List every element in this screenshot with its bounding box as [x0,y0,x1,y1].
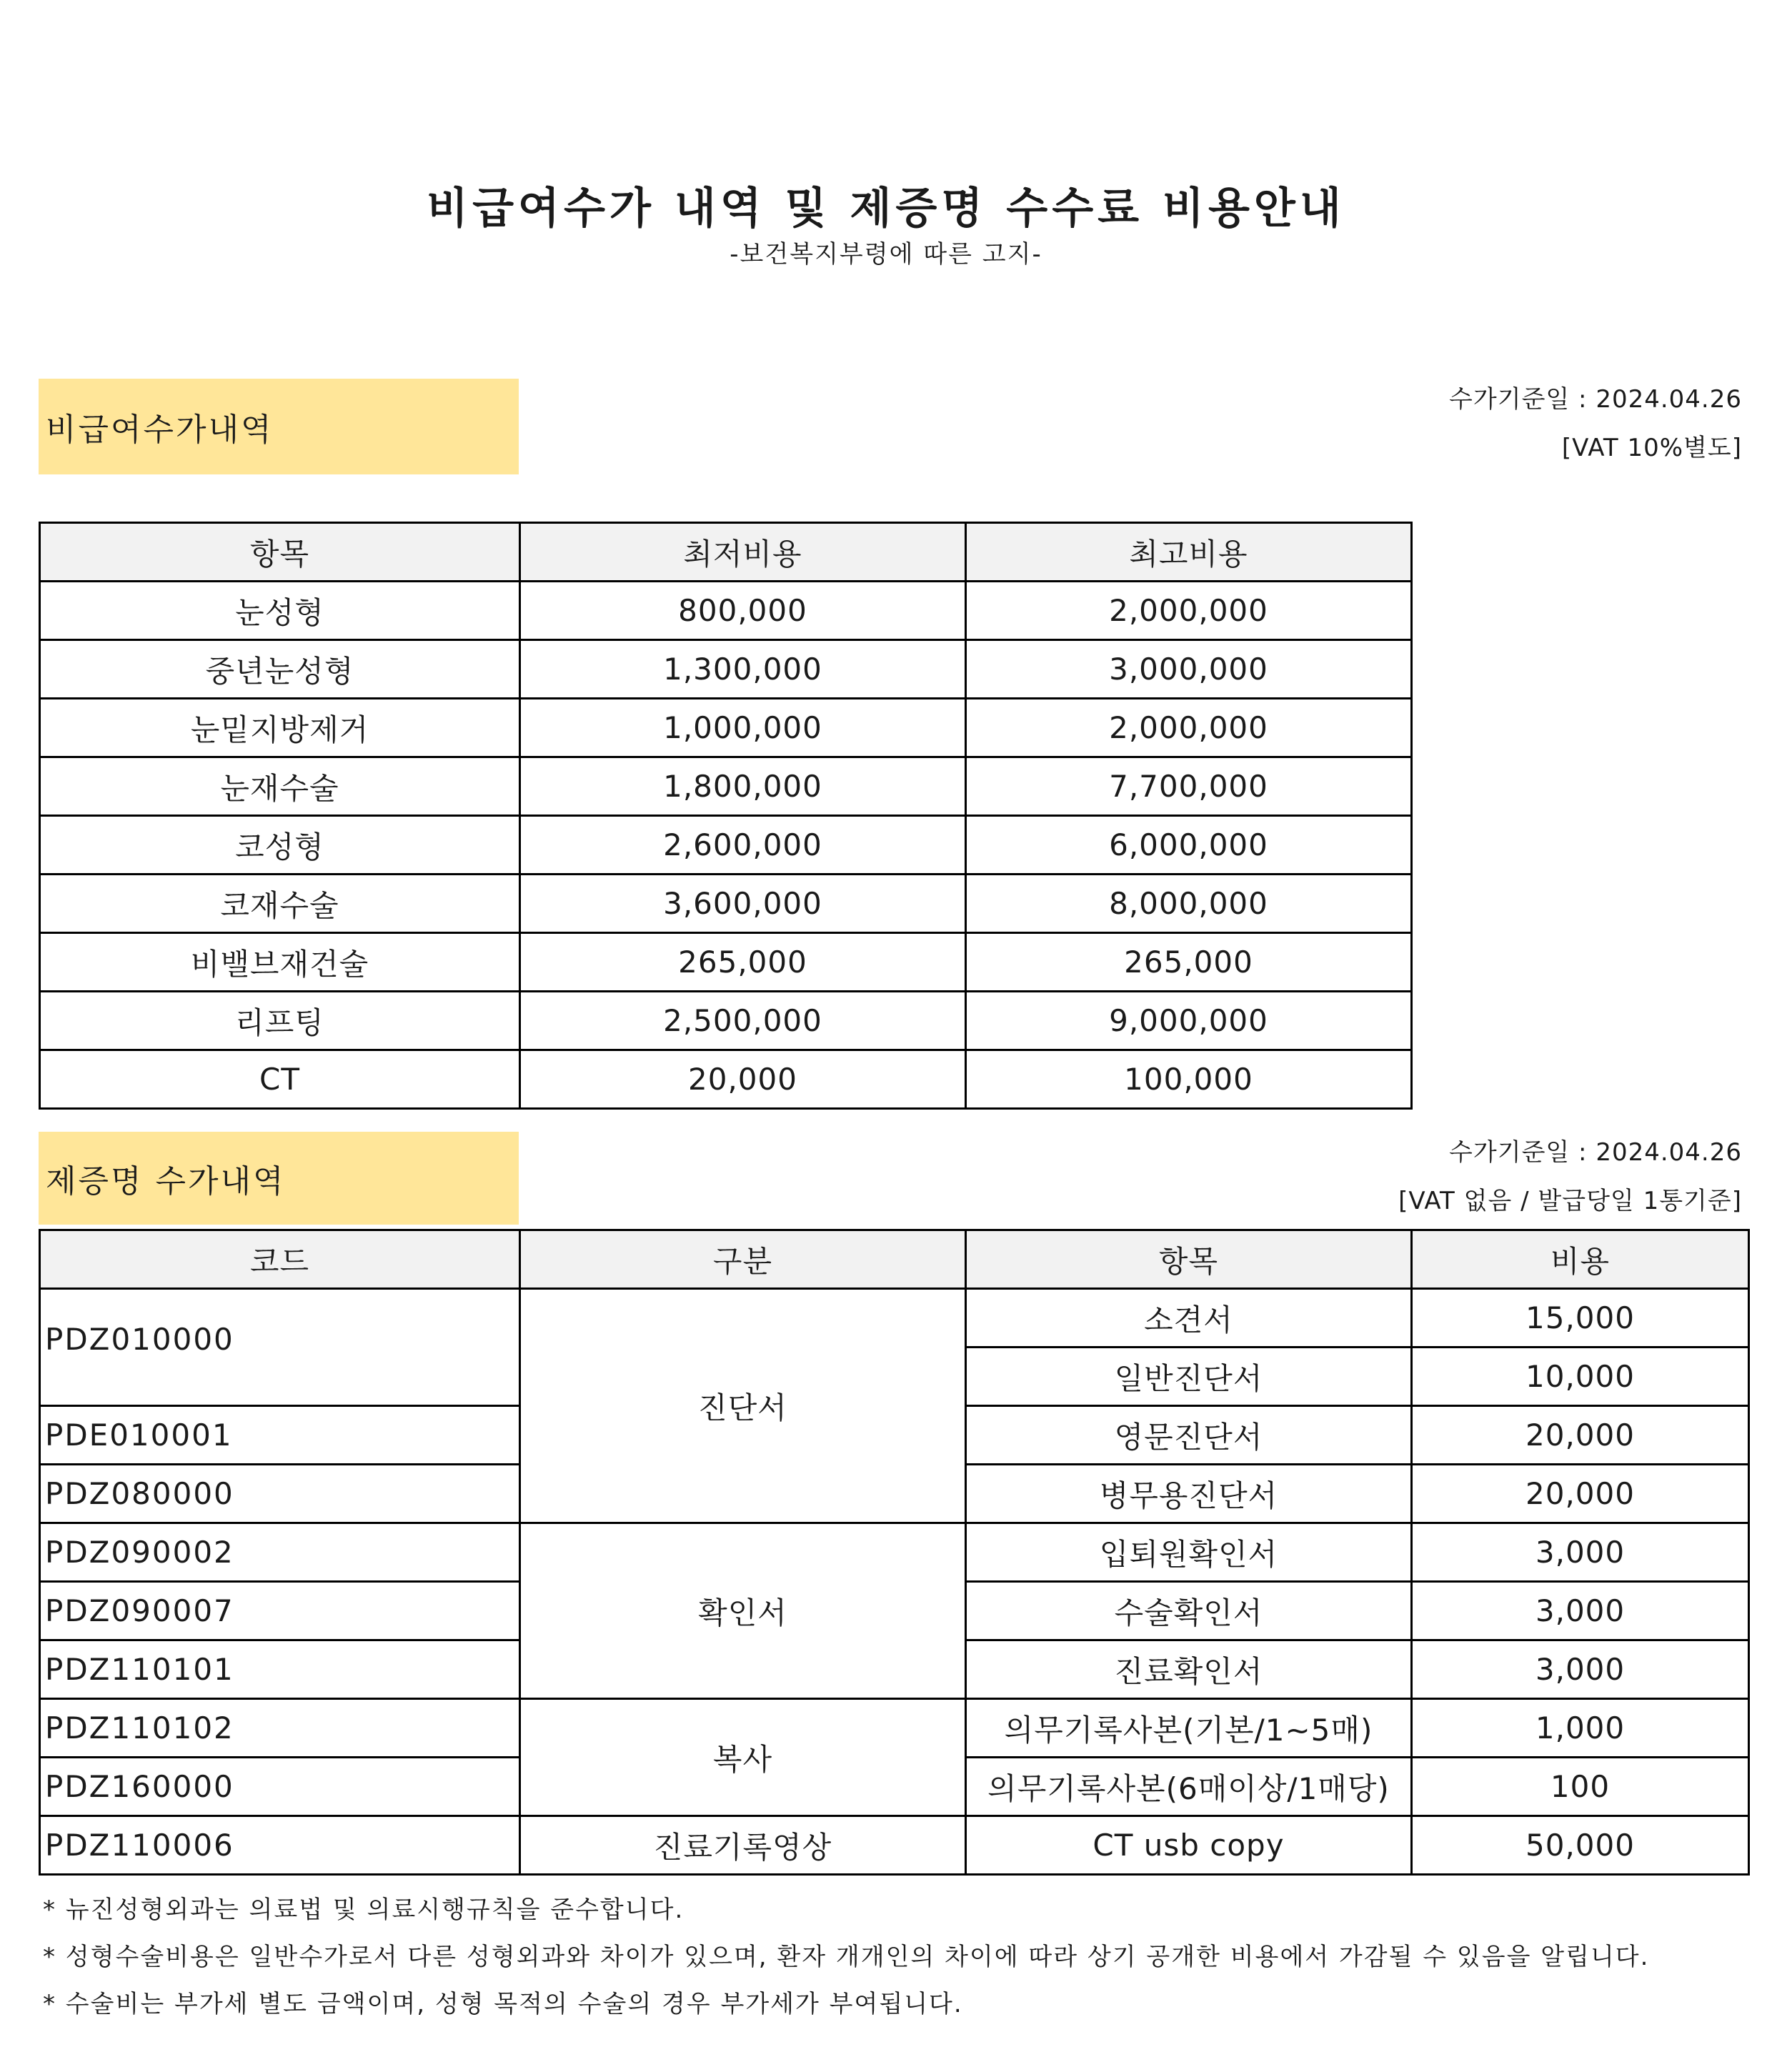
cost-cell: 20,000 [1412,1406,1749,1465]
table-row [40,582,1412,640]
item-cell: 눈성형 [40,582,520,640]
column-header-min-cost: 최저비용 [520,523,966,582]
item-cell: 진료확인서 [966,1640,1412,1699]
section2-date-note: 수가기준일 : 2024.04.26 [1449,1138,1742,1167]
footnote: * 뉴진성형외과는 의료법 및 의료시행규칙을 준수합니다. [43,1896,685,1924]
footnote: * 수술비는 부가세 별도 금액이며, 성형 목적의 수술의 경우 부가세가 부여됩니다. [43,1990,963,2018]
item-cell: 병무용진단서 [966,1465,1412,1523]
page-title: 비급여수가 내역 및 제증명 수수료 비용안내 [427,184,1345,234]
cost-cell: 1,000 [1412,1699,1749,1758]
table-row [40,1816,1749,1875]
item-cell: 코성형 [40,816,520,875]
max-cost-cell: 100,000 [966,1050,1412,1109]
code-cell: PDZ110101 [40,1640,520,1699]
category-cell: 복사 [520,1699,966,1816]
item-cell: 비밸브재건술 [40,933,520,992]
footnotes [43,1886,1649,2028]
section-label-certificates: 제증명 수가내역 [39,1132,519,1225]
max-cost-cell: 6,000,000 [966,816,1412,875]
min-cost-cell: 1,000,000 [520,699,966,757]
table-row [40,875,1412,933]
column-header-category: 구분 [520,1230,966,1289]
min-cost-cell: 800,000 [520,582,966,640]
min-cost-cell: 3,600,000 [520,875,966,933]
item-cell: 수술확인서 [966,1582,1412,1640]
category-cell: 진단서 [520,1289,966,1523]
min-cost-cell: 265,000 [520,933,966,992]
table-row [40,992,1412,1050]
max-cost-cell: 3,000,000 [966,640,1412,699]
table-row [40,1699,1749,1758]
cost-cell: 15,000 [1412,1289,1749,1348]
max-cost-cell: 8,000,000 [966,875,1412,933]
cost-cell: 10,000 [1412,1348,1749,1406]
min-cost-cell: 1,800,000 [520,757,966,816]
code-cell: PDZ010000 [40,1289,520,1406]
section1-vat-note: [VAT 10%별도] [1561,434,1742,462]
code-cell: PDZ080000 [40,1465,520,1523]
item-cell: 의무기록사본(6매이상/1매당) [966,1758,1412,1816]
min-cost-cell: 1,300,000 [520,640,966,699]
section2-vat-note: [VAT 없음 / 발급당일 1통기준] [1398,1187,1742,1215]
cost-cell: 50,000 [1412,1816,1749,1875]
min-cost-cell: 20,000 [520,1050,966,1109]
cost-cell: 100 [1412,1758,1749,1816]
item-cell: 눈재수술 [40,757,520,816]
footnote: * 성형수술비용은 일반수가로서 다른 성형외과와 차이가 있으며, 환자 개개인의 차이에 따라 상기 공개한 비용에서 가감될 수 있음을 알립니다. [43,1943,1650,1971]
section-label-noncovered: 비급여수가내역 [39,379,519,474]
column-header-max-cost: 최고비용 [966,523,1412,582]
item-cell: 눈밑지방제거 [40,699,520,757]
category-cell: 진료기록영상 [520,1816,966,1875]
column-header-code: 코드 [40,1230,520,1289]
cost-cell: 3,000 [1412,1640,1749,1699]
max-cost-cell: 9,000,000 [966,992,1412,1050]
table-row [40,640,1412,699]
item-cell: 소견서 [966,1289,1412,1348]
code-cell: PDE010001 [40,1406,520,1465]
max-cost-cell: 265,000 [966,933,1412,992]
section1-date-note: 수가기준일 : 2024.04.26 [1449,385,1742,414]
min-cost-cell: 2,500,000 [520,992,966,1050]
table-row [40,1289,1749,1348]
item-cell: 중년눈성형 [40,640,520,699]
item-cell: 영문진단서 [966,1406,1412,1465]
column-header-item: 항목 [966,1230,1412,1289]
table-row [40,699,1412,757]
table-row [40,933,1412,992]
max-cost-cell: 2,000,000 [966,582,1412,640]
column-header-item: 항목 [40,523,520,582]
item-cell: CT usb copy [966,1816,1412,1875]
page-subtitle: -보건복지부령에 따른 고지- [730,240,1042,269]
certificate-fee-table [39,1229,1750,1876]
cost-cell: 20,000 [1412,1465,1749,1523]
item-cell: CT [40,1050,520,1109]
table-row [40,1050,1412,1109]
code-cell: PDZ110102 [40,1699,520,1758]
item-cell: 의무기록사본(기본/1~5매) [966,1699,1412,1758]
max-cost-cell: 2,000,000 [966,699,1412,757]
item-cell: 리프팅 [40,992,520,1050]
min-cost-cell: 2,600,000 [520,816,966,875]
code-cell: PDZ090002 [40,1523,520,1582]
noncovered-fee-table [39,522,1413,1110]
code-cell: PDZ160000 [40,1758,520,1816]
table-row [40,816,1412,875]
table-header-row [40,523,1412,582]
code-cell: PDZ110006 [40,1816,520,1875]
table-row [40,757,1412,816]
column-header-cost: 비용 [1412,1230,1749,1289]
category-cell: 확인서 [520,1523,966,1699]
item-cell: 입퇴원확인서 [966,1523,1412,1582]
table-row [40,1523,1749,1582]
item-cell: 일반진단서 [966,1348,1412,1406]
code-cell: PDZ090007 [40,1582,520,1640]
max-cost-cell: 7,700,000 [966,757,1412,816]
table-header-row [40,1230,1749,1289]
cost-cell: 3,000 [1412,1582,1749,1640]
cost-cell: 3,000 [1412,1523,1749,1582]
item-cell: 코재수술 [40,875,520,933]
